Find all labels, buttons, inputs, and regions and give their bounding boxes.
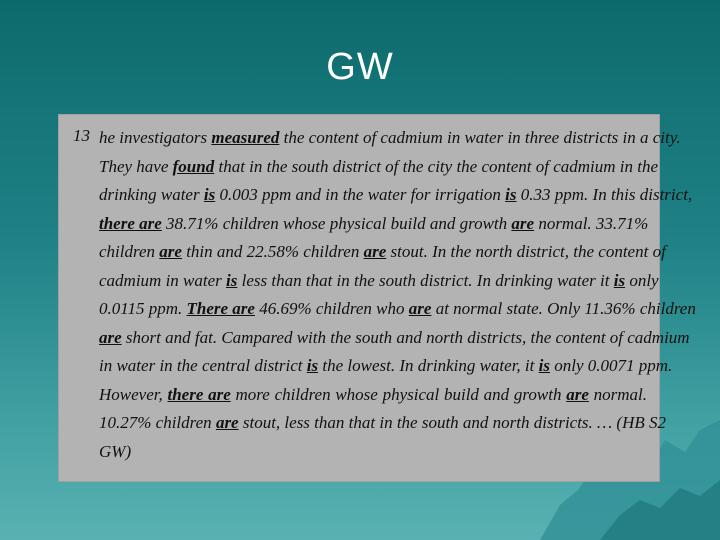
passage-line [99, 155, 659, 179]
passage-text: 0.0115 ppm. [99, 299, 187, 318]
emphasized-verb: are [511, 213, 535, 233]
passage-text: the lowest. In drinking water, it [318, 356, 539, 375]
passage-line [99, 269, 659, 293]
passage-line [99, 411, 666, 435]
passage-text: 46.69% children who [254, 299, 409, 318]
passage-line [99, 354, 673, 378]
emphasized-verb: found [172, 156, 215, 176]
passage-text: stout. In the north district, the content of [386, 242, 666, 261]
passage-line [99, 383, 647, 407]
emphasized-verb: there are [167, 384, 231, 404]
passage-text: at normal state. Only 11.36% children [431, 299, 696, 318]
passage-text: children [99, 242, 160, 261]
emphasized-verb: are [99, 327, 122, 347]
passage-line [99, 297, 696, 321]
emphasized-verb: there are [99, 213, 162, 233]
passage-text: 0.003 ppm and in the water for irrigation [215, 185, 506, 204]
passage-text: only [625, 270, 659, 290]
emphasized-verb: are [159, 242, 182, 261]
passage-text: he investigators [99, 128, 212, 147]
passage-text: normal. [588, 384, 648, 404]
emphasized-verb: are [408, 299, 432, 318]
passage-line [99, 440, 647, 464]
emphasized-verb: is [203, 185, 216, 204]
emphasized-verb: are [215, 413, 239, 432]
passage-text: more children whose physical build and growth [230, 384, 567, 404]
emphasized-verb: is [538, 356, 550, 375]
passage-text: They have [99, 156, 173, 176]
emphasized-verb: is [226, 270, 238, 290]
passage-text: that in the south district of the city the content of cadmium in the [214, 156, 659, 176]
passage-text: thin and 22.58% children [181, 242, 364, 261]
emphasized-verb: There are [186, 299, 255, 318]
emphasized-verb: are [363, 242, 387, 261]
passage-text: However, [99, 384, 168, 404]
passage-line [99, 240, 666, 264]
passage-text: less than that in the south district. In drinking water it [237, 270, 614, 290]
passage-line [99, 326, 690, 350]
passage-text: GW) [99, 441, 132, 461]
slide-title: GW [326, 46, 394, 88]
passage-text: 38.71% children whose physical build and growth [161, 213, 512, 233]
passage-text: only 0.0071 ppm. [549, 356, 673, 375]
passage-text: 0.33 ppm. In this district, [516, 185, 693, 204]
passage-text: in water in the central district [99, 356, 307, 375]
passage-text: short and fat. Campared with the south and north districts, the content of cadmium [121, 327, 690, 347]
passage-line [99, 183, 693, 207]
emphasized-verb: measured [211, 128, 280, 147]
emphasized-verb: are [566, 384, 589, 404]
emphasized-verb: is [613, 270, 626, 290]
passage-text: drinking water [99, 185, 204, 204]
item-number: 13 [73, 126, 90, 145]
emphasized-verb: is [306, 356, 319, 375]
passage-line [99, 126, 681, 150]
passage-image [58, 114, 696, 482]
passage-line [99, 212, 647, 236]
passage-text: stout, less than that in the south and north districts. … (HB S2 [238, 413, 666, 432]
passage-text: 10.27% children [99, 413, 216, 432]
emphasized-verb: is [505, 185, 517, 204]
passage-text: cadmium in water [99, 270, 227, 290]
passage-text: normal. 33.71% [534, 213, 649, 233]
passage-text: the content of cadmium in water in three districts in a city. [279, 128, 681, 147]
